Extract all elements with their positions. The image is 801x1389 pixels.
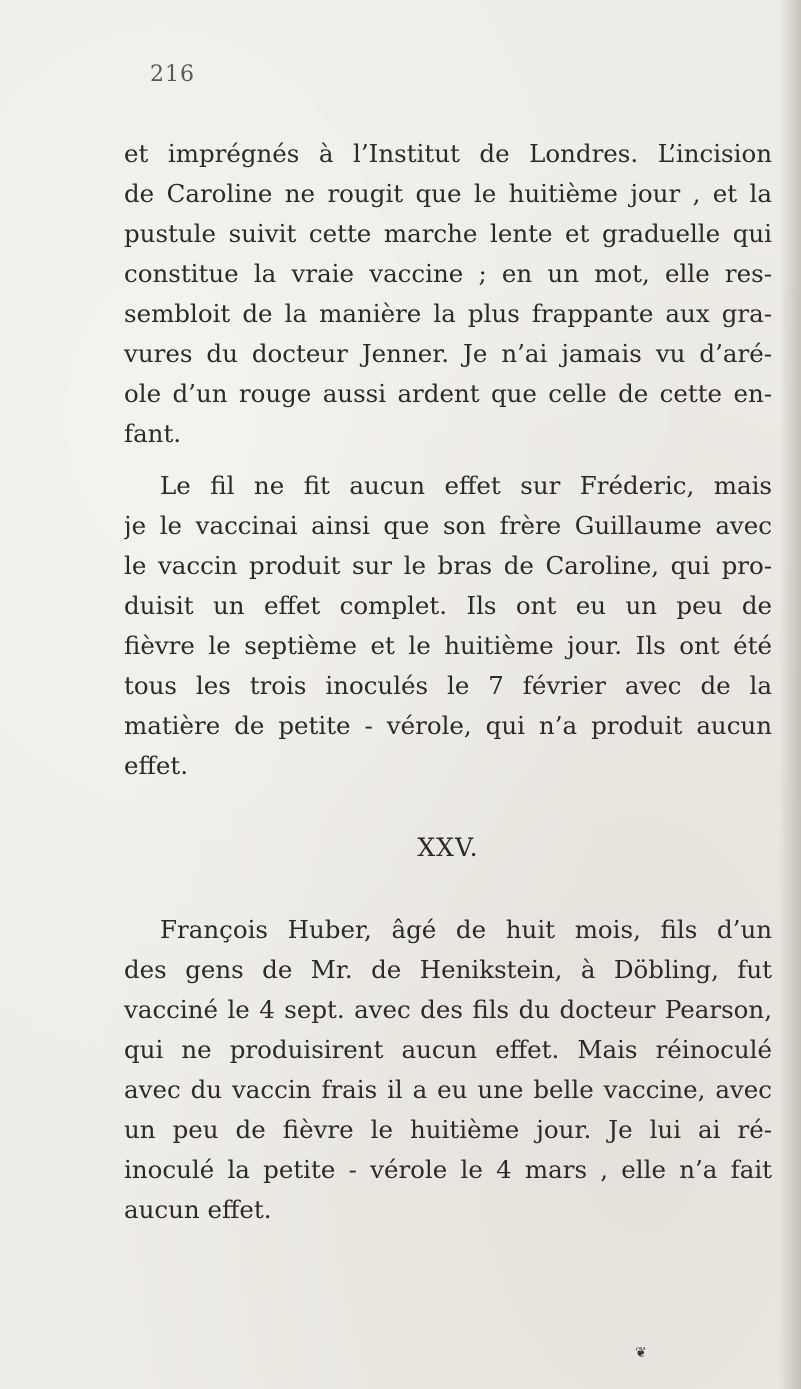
paragraph-3: [124, 910, 772, 1230]
text-line: fant.: [124, 419, 182, 448]
text-line: un peu de fièvre le huitième jour. Je lui ai ré-: [124, 1115, 772, 1144]
page-number: 216: [150, 62, 195, 87]
text-line: le vaccin produit sur le bras de Caroline, qui pro-: [124, 551, 772, 580]
text-line: je le vaccinai ainsi que son frère Guillaume avec: [124, 511, 772, 540]
text-line: inoculé la petite - vérole le 4 mars , elle n’a fait: [124, 1155, 772, 1184]
text-line: sembloit de la manière la plus frappante aux gra-: [124, 299, 772, 328]
text-line: François Huber, âgé de huit mois, fils d’un: [160, 915, 772, 944]
text-line: fièvre le septième et le huitième jour. Ils ont été: [124, 631, 772, 660]
body-text: [124, 134, 772, 1230]
text-line: tous les trois inoculés le 7 février avec de la: [124, 671, 772, 700]
text-line: matière de petite - vérole, qui n’a produit aucun: [124, 711, 772, 740]
text-line: qui ne produisirent aucun effet. Mais réinoculé: [124, 1035, 772, 1064]
section-heading: XXV.: [417, 833, 479, 862]
page-edge-shadow: [779, 0, 801, 1389]
text-line: duisit un effet complet. Ils ont eu un peu de: [124, 591, 772, 620]
text-line: aucun effet.: [124, 1195, 272, 1224]
text-line: de Caroline ne rougit que le huitième jour , et la: [124, 179, 772, 208]
text-line: ole d’un rouge aussi ardent que celle de cette en-: [124, 379, 772, 408]
text-line: avec du vaccin frais il a eu une belle vaccine, avec: [124, 1075, 772, 1104]
text-line: vacciné le 4 sept. avec des fils du docteur Pearson,: [124, 995, 772, 1024]
text-line: Le fil ne fit aucun effet sur Fréderic, mais: [160, 471, 772, 500]
text-line: pustule suivit cette marche lente et graduelle qui: [124, 219, 772, 248]
ink-speck: ❦: [635, 1345, 647, 1361]
text-line: vures du docteur Jenner. Je n’ai jamais vu d’aré-: [124, 339, 772, 368]
paragraph-spacer: [124, 454, 772, 466]
text-line: effet.: [124, 751, 189, 780]
text-line: des gens de Mr. de Henikstein, à Döbling, fut: [124, 955, 772, 984]
paragraph-1: [124, 134, 772, 454]
paragraph-2: [124, 466, 772, 786]
text-line: constitue la vraie vaccine ; en un mot, elle res-: [124, 259, 772, 288]
text-line: et imprégnés à l’Institut de Londres. L’incision: [124, 139, 772, 168]
